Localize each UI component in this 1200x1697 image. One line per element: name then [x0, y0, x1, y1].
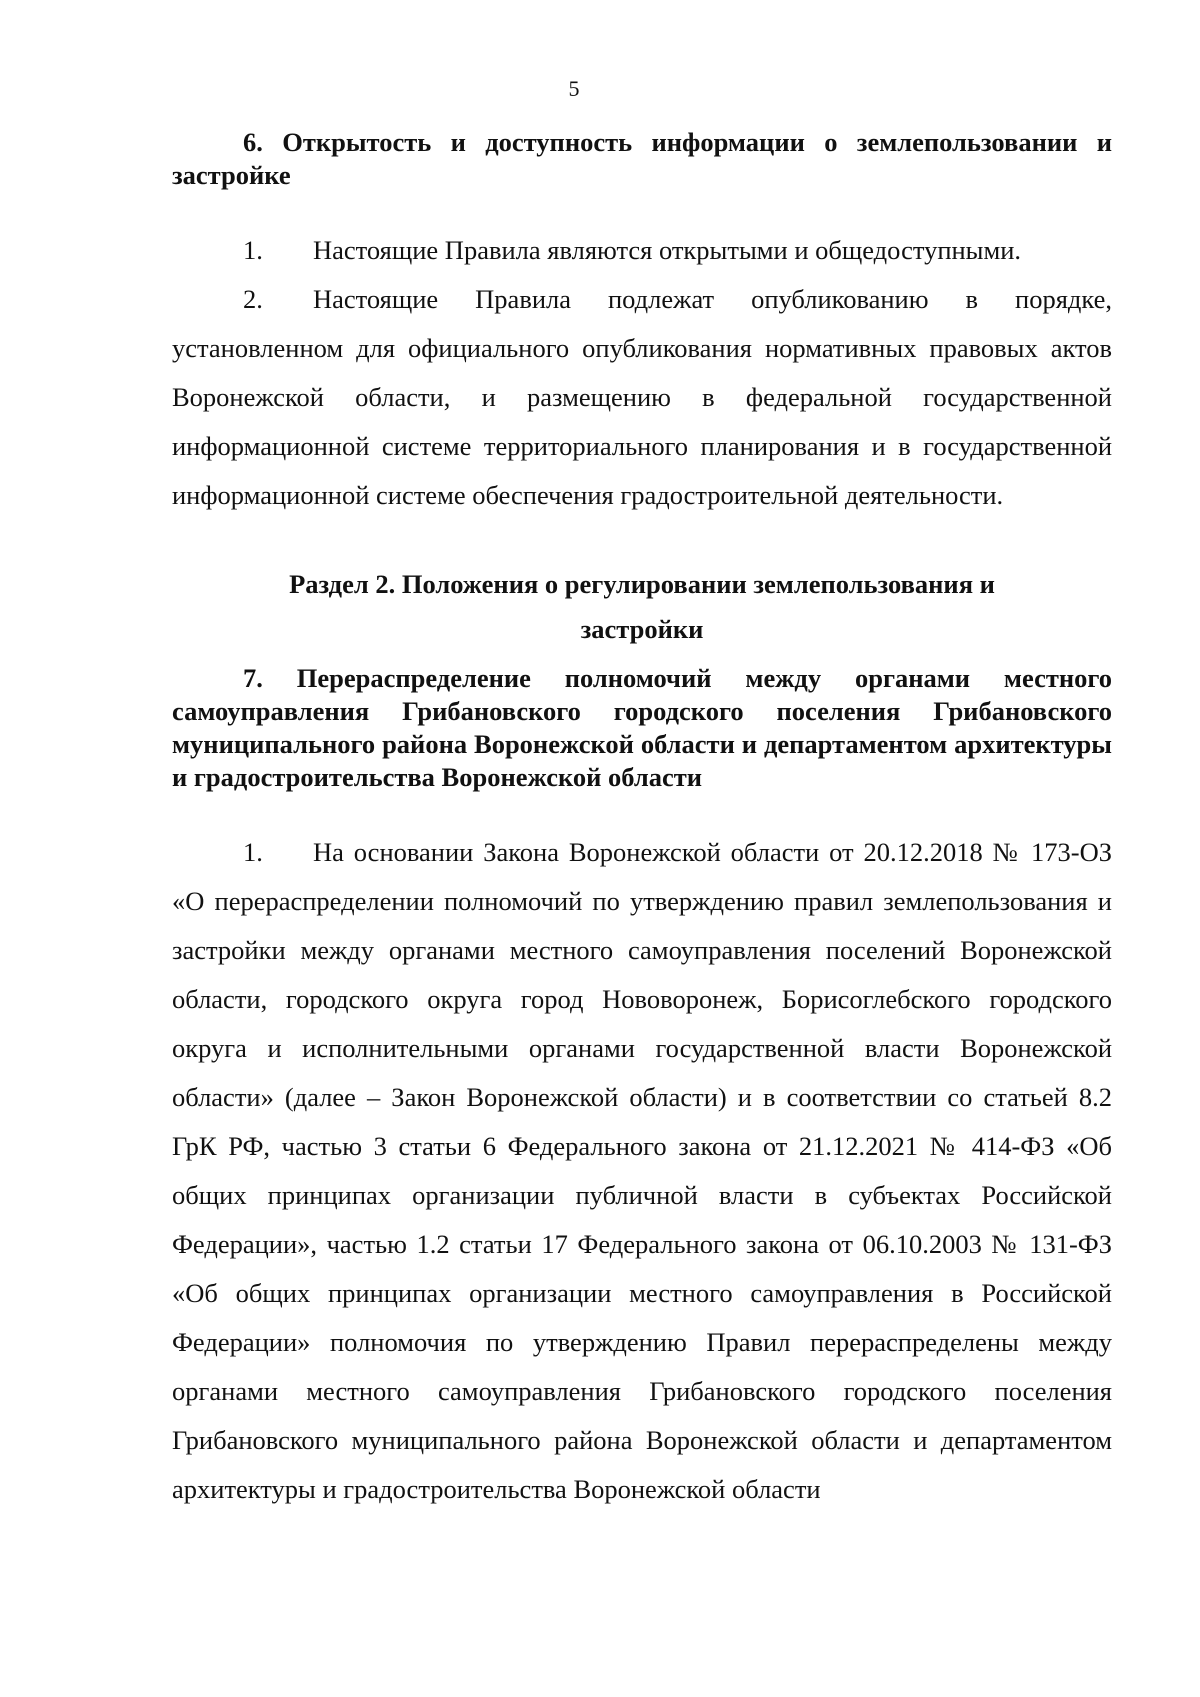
page-content — [172, 126, 1112, 1514]
page-number: 5 — [568, 76, 580, 101]
item-number: 1. — [243, 837, 263, 867]
article-7-heading: 7. Перераспределение полномочий между органами местного самоуправления Грибановского городского поселения Грибановского муниципального района Воронежской области и департаментом архитектуры и градостроительства Воронежской области — [172, 663, 1112, 792]
item-text: Настоящие Правила являются открытыми и общедоступными. — [313, 235, 1022, 265]
item-number: 2. — [243, 284, 263, 314]
item-text: Настоящие Правила подлежат опубликованию в порядке, установленном для официального опубликования нормативных правовых актов Воронежской области, и размещению в федеральной государственной информационной системе территориального планирования и в государственной информационной системе обеспечения градостроительной деятельности. — [172, 284, 1112, 510]
item-text: На основании Закона Воронежской области от 20.12.2018 № 173-ОЗ «О перераспределении полномочий по утверждению правил землепользования и застройки между органами местного самоуправления поселений Воронежской области, городского округа город Нововоронеж, Борисоглебского городского округа и исполнительными органами государственной власти Воронежской области» (далее – Закон Воронежской области) и в соответствии со статьей 8.2 ГрК РФ, частью 3 статьи 6 Федерального закона от 21.12.2021 № 414-ФЗ «Об общих принципах организации публичной власти в субъектах Российской Федерации», частью 1.2 статьи 17 Федерального закона от 06.10.2003 № 131-ФЗ «Об общих принципах организации местного самоуправления в Российской Федерации» полномочия по утверждению Правил перераспределены между органами местного самоуправления Грибановского городского поселения Грибановского муниципального района Воронежской области и департаментом архитектуры и градостроительства Воронежской области — [172, 837, 1112, 1504]
item-number: 1. — [243, 235, 263, 265]
section-title-line-1: Раздел 2. Положения о регулировании землепользования и — [289, 569, 995, 599]
article-7-item-1 — [172, 828, 1112, 1514]
article-6-item-2 — [172, 275, 1112, 520]
section-2-title — [172, 562, 1112, 652]
article-6-heading: 6. Открытость и доступность информации о землепользовании и застройке — [172, 127, 1112, 190]
section-title-line-2: застройки — [580, 614, 704, 644]
article-6-item-1 — [172, 226, 1112, 275]
